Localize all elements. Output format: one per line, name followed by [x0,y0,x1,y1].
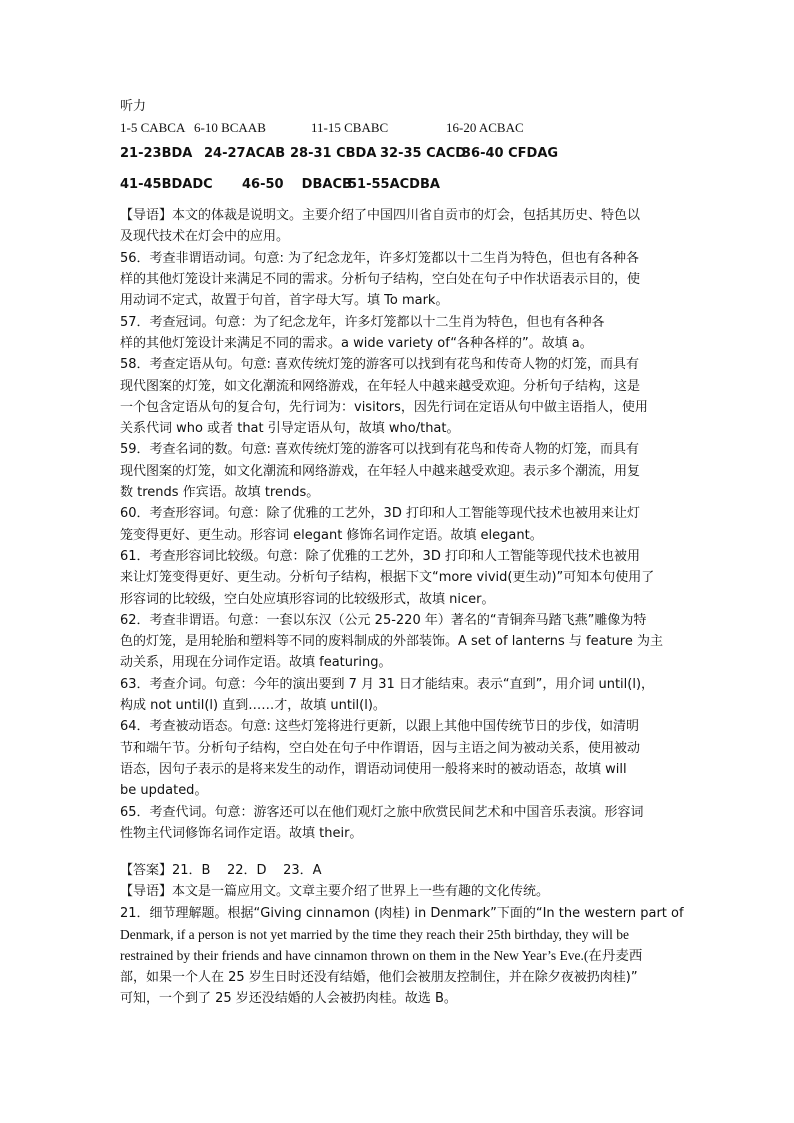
text-line: 【导语】本文是一篇应用文。文章主要介绍了世界上一些有趣的文化传统。 [120,884,550,900]
text-line: 笼变得更好、更生动。形容词 elegant 修饰名词作定语。故填 elegant。 [120,527,543,543]
answer-key-line: 【答案】21．B 22．D 23．A [120,863,322,879]
text-line: 62．考查非谓语。句意：一套以东汉（公元 25-220 年）著名的“青铜奔马踏飞燕”雕像为特 [120,612,647,628]
text-line: 部，如果一个人在 25 岁生日时还没有结婚，他们会被朋友控制住，并在除夕夜被扔肉桂)” [120,969,638,985]
answer-group: 46-50 DBACB [242,176,352,192]
text-line: 60．考查形容词。句意：除了优雅的工艺外，3D 打印和人工智能等现代技术也被用来让灯 [120,506,640,522]
answer-group: 41-45BDADC [120,176,213,192]
text-line: 节和端午节。分析句子结构，空白处在句子中作谓语，因与主语之间为被动关系，使用被动 [120,740,641,756]
answer-group: 24-27ACAB [204,145,286,161]
text-line: 56．考查非谓语动词。句意: 为了纪念龙年，许多灯笼都以十二生肖为特色，但也有各种各 [120,250,640,266]
answer-group: 21-23BDA [120,145,193,161]
text-line: 现代图案的灯笼，如文化潮流和网络游戏，在年轻人中越来越受欢迎。分析句子结构，这是 [120,378,641,394]
text-line: 64．考查被动语态。句意: 这些灯笼将进行更新，以跟上其他中国传统节日的步伐，如清明 [120,719,640,735]
text-line: restrained by their friends and have cinnamon thrown on them in the New Year’s Eve.(在丹麦西 [120,948,643,964]
text-line: 21．细节理解题。根据“Giving cinnamon (肉桂) in Denmark”下面的“In the western part of [120,905,684,921]
answer-group: 11-15 CBABC [311,120,389,136]
text-line: be updated。 [120,783,208,799]
text-line: 58．考查定语从句。句意: 喜欢传统灯笼的游客可以找到有花鸟和传奇人物的灯笼，而具有 [120,357,640,373]
answer-group: 51-55ACDBA [348,176,440,192]
text-line: 样的其他灯笼设计来满足不同的需求。分析句子结构，空白处在句子中作状语表示目的，使 [120,272,641,288]
text-line: 57．考查冠词。句意：为了纪念龙年，许多灯笼都以十二生肖为特色，但也有各种各 [120,314,605,330]
section-lantern-festival [120,205,680,844]
text-line: 来让灯笼变得更好、更生动。分析句子结构，根据下文“more vivid(更生动)”可知本句使用了 [120,570,655,586]
text-line: 色的灯笼，是用轮胎和塑料等不同的废料制成的外部装饰。A set of lanterns 与 feature 为主 [120,634,664,650]
text-line: 59．考查名词的数。句意: 喜欢传统灯笼的游客可以找到有花鸟和传奇人物的灯笼，而具有 [120,442,640,458]
text-line: 现代图案的灯笼，如文化潮流和网络游戏，在年轻人中越来越受欢迎。表示多个潮流，用复 [120,463,641,479]
answer-group: 28-31 CBDA [290,145,377,161]
text-line: Denmark, if a person is not yet married by the time they reach their 25th birthday, they will be [120,926,629,942]
section-cultural-traditions [120,860,684,1009]
text-line: 及现代技术在灯会中的应用。 [120,229,290,245]
text-line: 61．考查形容词比较级。句意：除了优雅的工艺外，3D 打印和人工智能等现代技术也被用 [120,548,640,564]
text-line: 数 trends 作宾语。故填 trends。 [120,485,320,501]
answer-group: 1-5 CABCA [120,120,186,136]
text-line: 样的其他灯笼设计来满足不同的需求。a wide variety of“各种各样的”。故填 a。 [120,335,593,351]
text-line: 63．考查介词。句意：今年的演出要到 7 月 31 日才能结束。表示“直到”，用介词 until(l)， [120,676,655,692]
listening-heading: 听力 [120,99,147,114]
answer-group: 6-10 BCAAB [194,120,266,136]
text-line: 动关系，用现在分词作定语。故填 featuring。 [120,655,392,671]
text-line: 构成 not until(l) 直到……才，故填 until(l)。 [120,698,386,714]
text-line: 可知，一个到了 25 岁还没结婚的人会被扔肉桂。故选 B。 [120,990,457,1006]
answer-group: 36-40 CFDAG [462,145,559,161]
text-line: 用动词不定式，故置于句首，首字母大写。填 To mark。 [120,293,449,309]
text-line: 一个包含定语从句的复合句，先行词为：visitors，因先行词在定语从句中做主语指人，使用 [120,399,648,415]
answer-group: 32-35 CACD [380,145,467,161]
text-line: 性物主代词修饰名词作定语。故填 their。 [120,825,363,841]
answer-group: 16-20 ACBAC [446,120,524,136]
text-line: 【导语】本文的体裁是说明文。主要介绍了中国四川省自贡市的灯会，包括其历史、特色以 [120,208,641,224]
text-line: 语态，因句子表示的是将来发生的动作，谓语动词使用一般将来时的被动语态，故填 will [120,761,627,777]
text-line: 关系代词 who 或者 that 引导定语从句，故填 who/that。 [120,421,460,437]
answer-row-2 [120,143,680,164]
answer-row-3 [120,174,680,195]
text-line: 形容词的比较级，空白处应填形容词的比较级形式，故填 nicer。 [120,591,495,607]
document-page [120,96,684,1009]
text-line: 65．考查代词。句意：游客还可以在他们观灯之旅中欣赏民间艺术和中国音乐表演。形容词 [120,804,644,820]
answer-row-1 [120,117,680,138]
